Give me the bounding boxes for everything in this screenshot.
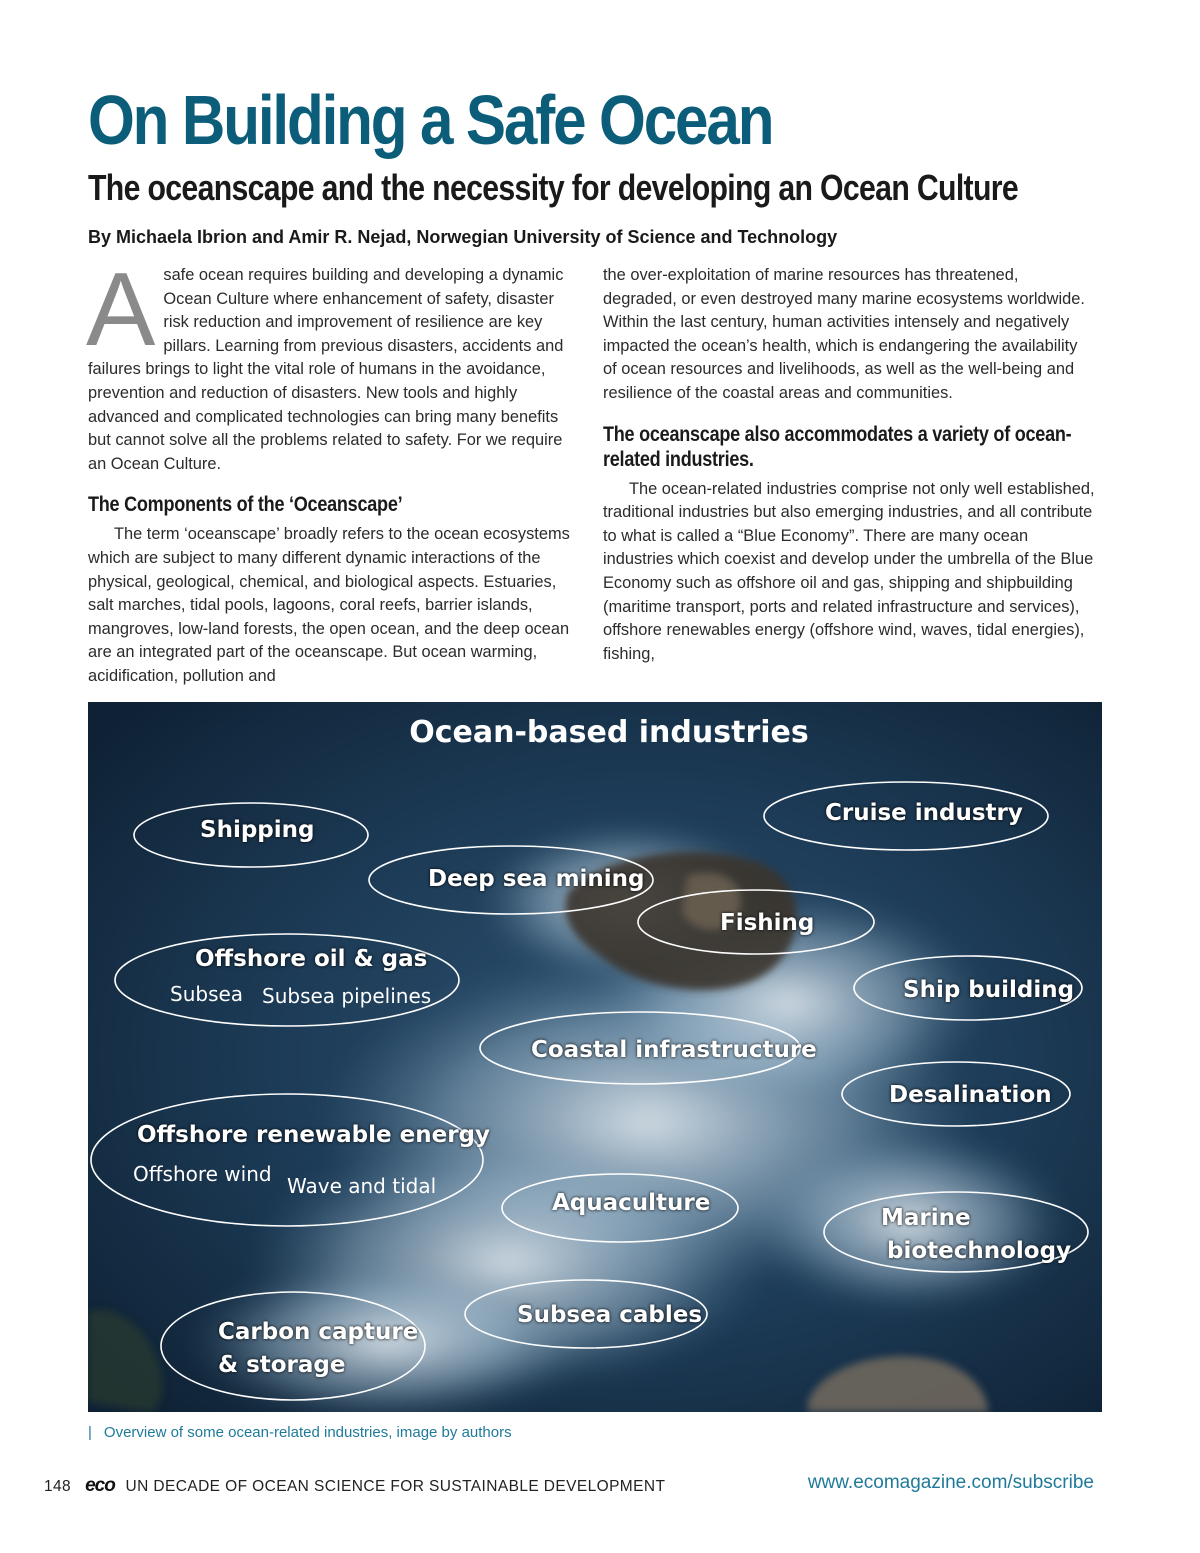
byline: By Michaela Ibrion and Amir R. Nejad, Norwegian University of Science and Technology (88, 227, 838, 247)
label-carbon-capture: Carbon capture (218, 1319, 419, 1345)
article-subtitle: The oceanscape and the necessity for developing an Ocean Culture (88, 167, 1018, 208)
left-column (86, 252, 580, 689)
ocean-photo-diagram (88, 702, 1102, 1412)
label-deep-sea-mining: Deep sea mining (428, 866, 645, 892)
subscribe-link[interactable]: www.ecomagazine.com/subscribe (807, 1472, 1094, 1493)
label-shipping: Shipping (200, 817, 315, 843)
ocean-industries-figure (88, 702, 1102, 1412)
eco-logo: eco (85, 1475, 115, 1496)
label-aquaculture: Aquaculture (552, 1190, 711, 1216)
label-biotechnology: biotechnology (887, 1238, 1072, 1264)
page-number: 148 (44, 1478, 72, 1495)
over-exploitation-paragraph: the over-exploitation of marine resources has threatened, degraded, or even destroyed many marine ecosystems worldwide. Within the last century, human activities intensely and negatively impacted the ocean’s health, which is endangering the availability of ocean resources and livelihoods, as well as the well-being and resilience of the coastal areas and communities. (603, 266, 1085, 402)
label-ship-building: Ship building (903, 977, 1075, 1003)
article-title: On Building a Safe Ocean (88, 81, 773, 159)
intro-text: safe ocean requires building and developing a dynamic Ocean Culture where enhancement of safety, disaster risk reduction and improvement of resilience are key pillars. Learning from previous disasters, accidents and failures brings to light the vital role of humans in the avoidance, prevention and reduction of disasters. New tools and highly advanced and complicated technologies can bring many benefits but cannot solve all the problems related to safety. For we require an Ocean Culture. (88, 266, 564, 473)
label-offshore-oil-gas: Offshore oil & gas (195, 946, 428, 972)
right-column (603, 264, 1095, 666)
figure-caption (88, 1424, 512, 1441)
label-offshore-wind: Offshore wind (133, 1162, 272, 1186)
label-subsea-pipelines: Subsea pipelines (262, 984, 432, 1008)
figure-title: Ocean-based industries (409, 715, 809, 750)
issue-title: UN DECADE OF OCEAN SCIENCE FOR SUSTAINABLE DEVELOPMENT (125, 1478, 666, 1495)
label-subsea-cables: Subsea cables (517, 1302, 703, 1328)
label-wave-and-tidal: Wave and tidal (287, 1174, 437, 1198)
label-fishing: Fishing (720, 910, 815, 936)
label-storage: & storage (218, 1352, 346, 1378)
label-desalination: Desalination (889, 1082, 1052, 1108)
section-heading-industries: The oceanscape also accommodates a variety of ocean-related industries. (603, 422, 1072, 471)
industries-paragraph: The ocean-related industries comprise not only well established, traditional industries but also emerging industries, and all contribute to what is called a “Blue Economy”. There are many ocean industries which coexist and develop under the umbrella of the Blue Economy such as offshore oil and gas, shipping and shipbuilding (maritime transport, ports and related infrastructure and services), offshore renewables energy (offshore wind, waves, tidal energies), fishing, (603, 479, 1095, 663)
footer-left (44, 1475, 665, 1497)
label-offshore-renewable-energy: Offshore renewable energy (137, 1122, 491, 1148)
label-coastal-infrastructure: Coastal infrastructure (531, 1037, 817, 1063)
components-paragraph: The term ‘oceanscape’ broadly refers to the ocean ecosystems which are subject to many different dynamic interactions of the physical, geological, chemical, and biological aspects. Estuaries, salt marches, tidal pools, lagoons, coral reefs, barrier islands, mangroves, low-land forests, the open ocean, and the deep ocean are an integrated part of the oceanscape. But ocean warming, acidification, pollution and (88, 525, 570, 685)
drop-cap: A (86, 252, 156, 368)
label-marine: Marine (881, 1205, 971, 1231)
label-subsea: Subsea (170, 982, 244, 1006)
section-heading-components: The Components of the ‘Oceanscape’ (88, 493, 403, 517)
intro-paragraph (86, 252, 580, 476)
caption-text: Overview of some ocean-related industries, image by authors (103, 1424, 512, 1441)
label-cruise-industry: Cruise industry (825, 800, 1023, 826)
caption-bar: | (88, 1424, 92, 1441)
